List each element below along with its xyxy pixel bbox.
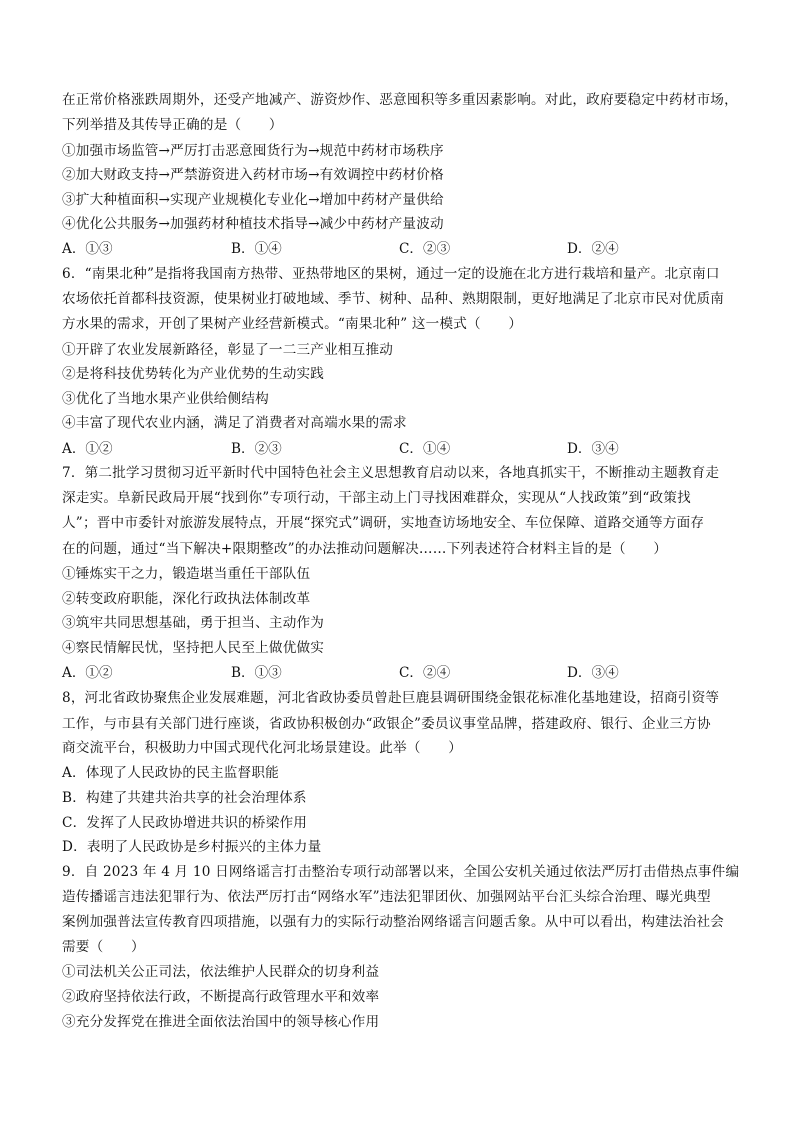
q7-item: ③筑牢共同思想基础，勇于担当、主动作为 — [62, 615, 325, 631]
q5-stem-line: 下列举措及其传导正确的是（ ） — [62, 117, 283, 133]
q7-item: ①锤炼实干之力，锻造堪当重任干部队伍 — [62, 566, 311, 582]
q9-item: ②政府坚持依法行政，不断提高行政管理水平和效率 — [62, 989, 380, 1005]
q9-stem-line: 案例加强普法宣传教育四项措施，以强有力的实际行动整治网络谣言问题舌象。从中可以看出，构建法治社会 — [62, 914, 725, 930]
q5-option-b: B．①④ — [231, 241, 282, 257]
q7-stem-line: 在的问题，通过“当下解决+限期整改”的办法推动问题解决……下列表述符合材料主旨的是（ ） — [62, 541, 668, 557]
q6-stem-line: 农场依托首都科技资源，使果树业打破地域、季节、树种、品种、熟期限制，更好地满足了北京市民对优质南 — [62, 291, 725, 307]
q8-choice-d: D．表明了人民政协是乡村振兴的主体力量 — [62, 839, 322, 855]
q6-item: ①开辟了农业发展新路径，彰显了一二三产业相互推动 — [62, 342, 394, 358]
q8-choice-b: B．构建了共建共治共享的社会治理体系 — [62, 790, 307, 806]
q5-option-d: D．②④ — [567, 241, 619, 257]
q6-stem-line: 6．“南果北种”是指将我国南方热带、亚热带地区的果树，通过一定的设施在北方进行栽培和量产。北京南口 — [62, 266, 720, 282]
q7-stem-line: 7．第二批学习贯彻习近平新时代中国特色社会主义思想教育启动以来，各地真抓实干，不断推动主题教育走 — [62, 465, 720, 481]
q9-stem-line: 9．自 2023 年 4 月 10 日网络谣言打击整治专项行动部署以来，全国公安机关通过依法严厉打击借热点事件编 — [62, 864, 740, 880]
q7-option-b: B．①③ — [231, 665, 282, 681]
q6-option-d: D．③④ — [567, 441, 619, 457]
q9-stem-line: 需要（ ） — [62, 939, 145, 955]
q6-item: ③优化了当地水果产业供给侧结构 — [62, 391, 269, 407]
q8-stem-line: 工作，与市县有关部门进行座谈，省政协积极创办“政银企”委员议事堂品牌，搭建政府、银行、企业三方协 — [62, 716, 711, 732]
q6-option-c: C．①④ — [399, 441, 451, 457]
q5-item: ④优化公共服务→加强药材种植技术指导→减少中药材产量波动 — [62, 216, 444, 232]
q8-stem-line: 8，河北省政协聚焦企业发展难题，河北省政协委员曾赴巨鹿县调研围绕金银花标准化基地建设，招商引资等 — [62, 690, 720, 706]
q9-stem-line: 造传播谣言违法犯罪行为、依法严厉打击“网络水军”违法犯罪团伙、加强网站平台汇头综合治理、曝光典型 — [62, 889, 711, 905]
q7-option-a: A．①② — [62, 665, 113, 681]
q7-item: ④察民情解民忧，坚持把人民至上做优做实 — [62, 640, 325, 656]
q8-stem-line: 商交流平台，积极助力中国式现代化河北场景建设。此举（ ） — [62, 740, 463, 756]
q5-item: ①加强市场监管→严厉打击恶意囤货行为→规范中药材市场秩序 — [62, 143, 444, 159]
q5-option-c: C．②③ — [399, 241, 451, 257]
q7-stem-line: 人”；晋中市委针对旅游发展特点，开展“探究式”调研，实地查访场地安全、车位保障、道路交通等方面存 — [62, 515, 705, 531]
q7-item: ②转变政府职能，深化行政执法体制改革 — [62, 591, 311, 607]
q8-choice-c: C．发挥了人民政协增进共识的桥梁作用 — [62, 815, 308, 831]
q9-item: ①司法机关公正司法，依法维护人民群众的切身利益 — [62, 964, 380, 980]
q5-item: ②加大财政支持→严禁游资进入药材市场→有效调控中药材价格 — [62, 167, 444, 183]
q6-item: ②是将科技优势转化为产业优势的生动实践 — [62, 366, 325, 382]
q7-stem-line: 深走实。阜新民政局开展“找到你”专项行动，干部主动上门寻找困难群众，实现从“人找政策”到“政策找 — [62, 490, 691, 506]
q5-option-a: A．①③ — [62, 241, 113, 257]
q5-item: ③扩大种植面积→实现产业规模化专业化→增加中药材产量供给 — [62, 192, 444, 208]
q7-option-d: D．③④ — [567, 665, 619, 681]
q7-option-c: C．②④ — [399, 665, 451, 681]
q6-option-b: B．②③ — [231, 441, 282, 457]
q6-stem-line: 方水果的需求，开创了果树产业经营新模式。“南果北种” 这一模式（ ） — [62, 316, 523, 332]
q5-stem-line: 在正常价格涨跌周期外，还受产地减产、游资炒作、恶意囤积等多重因素影响。对此，政府要稳定中药材市场， — [62, 92, 738, 108]
q6-item: ④丰富了现代农业内涵，满足了消费者对高端水果的需求 — [62, 415, 407, 431]
q6-option-a: A．①② — [62, 441, 113, 457]
q8-choice-a: A．体现了人民政协的民主监督职能 — [62, 765, 279, 781]
q9-item: ③充分发挥党在推进全面依法治国中的领导核心作用 — [62, 1014, 380, 1030]
